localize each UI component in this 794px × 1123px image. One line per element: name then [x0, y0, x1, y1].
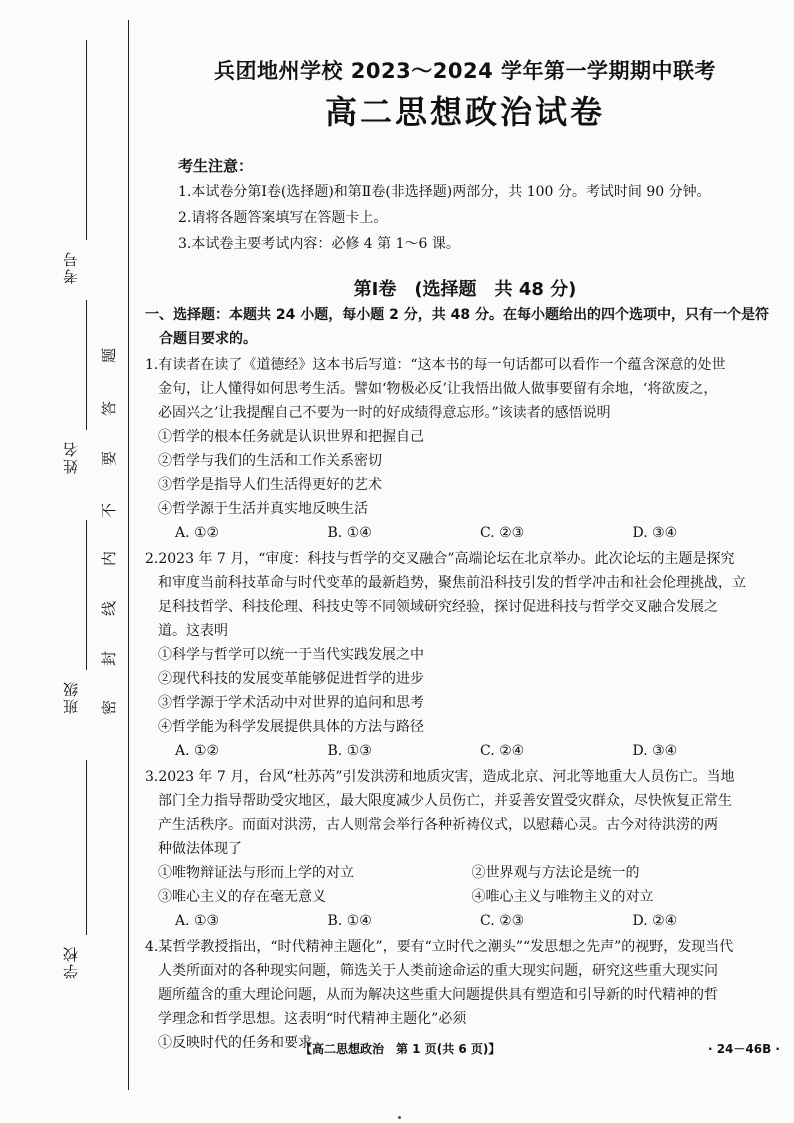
scan-speck [398, 1116, 401, 1119]
question-stem: 产生活秩序。而面对洪涝，古人则常会举行各种祈祷仪式，以慰藉心灵。古今对待洪涝的两 [158, 817, 718, 833]
statement-option: ①反映时代的任务和要求 [158, 1035, 312, 1051]
question-stem: 金句，让人懂得如何思考生活。譬如‘物极必反’让我悟出做人做事要留有余地，‘将欲废之， [158, 381, 718, 397]
choice-c: C. ②④ [480, 743, 525, 759]
choice-d: D. ②④ [632, 913, 678, 929]
notice-title: 考生注意： [178, 157, 254, 175]
choice-a: A. ①③ [175, 913, 220, 929]
exam-no-line [86, 40, 87, 240]
section-head-line: 合题目要求的。 [159, 331, 257, 347]
choice-d: D. ③④ [632, 743, 678, 759]
question-stem: 必固兴之’让我提醒自己不要为一时的好成绩得意忘形。”该读者的感悟说明 [158, 405, 611, 421]
statement-option: ④哲学能为科学发展提供具体的方法与路径 [158, 719, 424, 735]
choice-b: B. ①④ [327, 913, 372, 929]
question-4 [145, 935, 785, 1055]
choice-c: C. ②③ [480, 525, 525, 541]
section-instructions [145, 303, 785, 351]
question-stem: 4.某哲学教授指出，“时代精神主题化”，要有“立时代之潮头”“发思想之先声”的视野，发现当代 [145, 939, 734, 955]
school-line: 兵团地州学校 2023～2024 学年第一学期期中联考 [213, 59, 716, 83]
choice-b: B. ①④ [327, 525, 372, 541]
question-stem: 人类所面对的各种现实问题，筛选关于人类前途命运的重大现实问题，研究这些重大现实问 [158, 963, 718, 979]
class-label: 班级 [62, 680, 80, 714]
answer-choices [145, 909, 785, 933]
statement-option: ③唯心主义的存在毫无意义 [158, 889, 326, 905]
exam-content [145, 55, 785, 1055]
binding-line [128, 20, 129, 1090]
choice-c: C. ②③ [480, 913, 525, 929]
footer-code: · 24－46B · [707, 1042, 780, 1056]
statement-option: ④哲学源于生活并真实地反映生活 [158, 501, 368, 517]
choice-a: A. ①② [175, 743, 220, 759]
question-stem: 1.有读者在读了《道德经》这本书后写道：“这本书的每一句话都可以看作一个蕴含深意的处世 [145, 357, 726, 373]
seal-char: 答 [100, 400, 119, 417]
question-stem: 部门全力指导帮助受灾地区，最大限度减少人员伤亡，并妥善安置受灾群众，尽快恢复正常生 [158, 793, 732, 809]
seal-char: 要 [100, 450, 119, 467]
question-stem: 道。这表明 [158, 623, 228, 639]
question-stem: 3.2023 年 7 月，台风“杜苏芮”引发洪涝和地质灾害，造成北京、河北等地重大人员伤亡。当地 [145, 769, 735, 785]
notice-item: 3.本试卷主要考试内容：必修 4 第 1～6 课。 [178, 236, 460, 252]
statement-option: ④唯心主义与唯物主义的对立 [471, 889, 654, 905]
notice-item: 2.请将各题答案填写在答题卡上。 [178, 210, 388, 226]
notice-item: 1.本试卷分第Ⅰ卷(选择题)和第Ⅱ卷(非选择题)两部分，共 100 分。考试时间 90 分钟。 [178, 184, 711, 200]
question-2 [145, 547, 785, 763]
exam-no-label: 考号 [62, 250, 80, 284]
seal-char: 不 [100, 502, 119, 519]
school-line [86, 760, 87, 935]
exam-title: 高二思想政治试卷 [324, 93, 605, 131]
seal-char: 题 [100, 347, 119, 364]
question-1 [145, 353, 785, 545]
statement-option: ②哲学与我们的生活和工作关系密切 [158, 453, 382, 469]
answer-choices [145, 521, 785, 545]
answer-choices [145, 739, 785, 763]
notice-block [145, 153, 785, 257]
question-stem: 和审度当前科技革命与时代变革的最新趋势，聚焦前沿科技引发的哲学冲击和社会伦理挑战，立 [158, 575, 746, 591]
school-label: 学校 [62, 945, 80, 979]
statement-option: ②现代科技的发展变革能够促进哲学的进步 [158, 671, 424, 687]
name-label: 姓名 [62, 440, 80, 474]
question-stem: 题所蕴含的重大理论问题，从而为解决这些重大问题提供具有塑造和引导新的时代精神的哲 [158, 987, 718, 1003]
seal-char: 线 [100, 600, 119, 617]
seal-char: 密 [100, 699, 119, 716]
question-stem: 2.2023 年 7 月，“审度：科技与哲学的交叉融合”高端论坛在北京举办。此次论坛的主题是探究 [145, 551, 735, 567]
question-stem: 学理念和哲学思想。这表明“时代精神主题化”必须 [158, 1011, 467, 1027]
statement-option: ①科学与哲学可以统一于当代实践发展之中 [158, 647, 424, 663]
statement-option: ②世界观与方法论是统一的 [471, 865, 640, 881]
statement-option: ①唯物辩证法与形而上学的对立 [158, 865, 354, 881]
choice-a: A. ①② [175, 525, 220, 541]
choice-d: D. ③④ [632, 525, 678, 541]
question-stem: 种做法体现了 [158, 841, 242, 857]
statement-option: ③哲学是指导人们生活得更好的艺术 [158, 477, 382, 493]
statement-option: ③哲学源于学术活动中对世界的追问和思考 [158, 695, 424, 711]
name-line [86, 300, 87, 430]
statement-options [145, 861, 785, 909]
class-line [86, 520, 87, 670]
seal-char: 内 [100, 550, 119, 567]
question-stem: 足科技哲学、科技伦理、科技史等不同领域研究经验，探讨促进科技与哲学交叉融合发展之 [158, 599, 718, 615]
choice-b: B. ①③ [327, 743, 372, 759]
seal-char: 封 [100, 650, 119, 667]
part1-title: 第Ⅰ卷 (选择题 共 48 分) [353, 279, 577, 300]
page-footer [300, 1040, 780, 1057]
section-head-line: 一、选择题：本题共 24 小题，每小题 2 分，共 48 分。在每小题给出的四个选项中，只有一个是符 [145, 307, 769, 323]
footer-page-info: 【高二思想政治 第 1 页(共 6 页)】 [300, 1042, 501, 1056]
question-3 [145, 765, 785, 933]
statement-option: ①哲学的根本任务就是认识世界和把握自己 [158, 429, 424, 445]
